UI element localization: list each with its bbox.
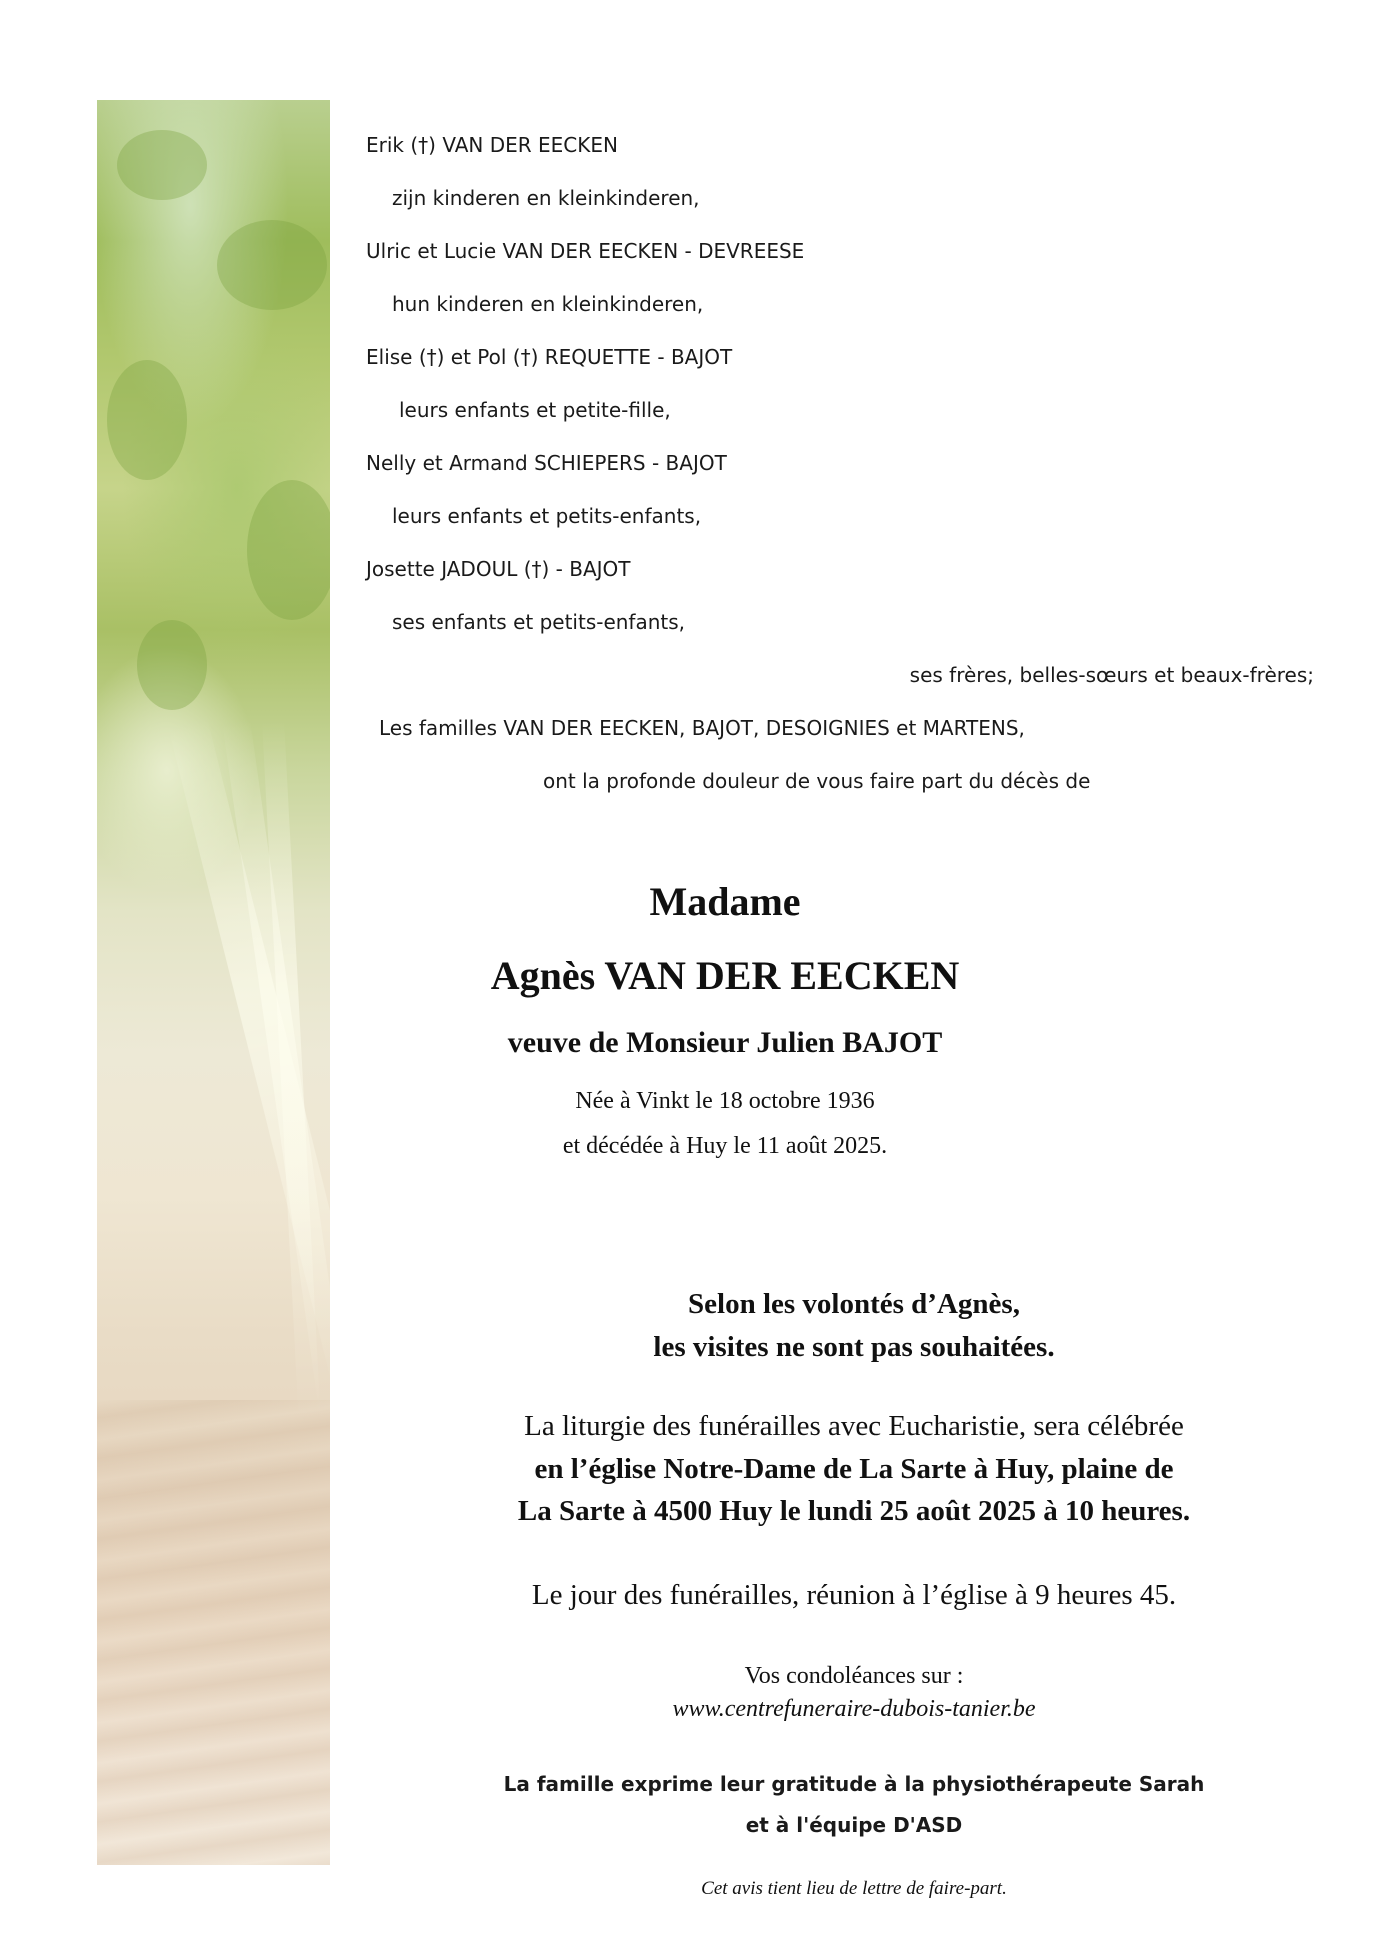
wishes-line-1: Selon les volontés d’Agnès, <box>688 1288 1020 1320</box>
family-siblings: ses frères, belles-sœurs et beaux-frères; <box>909 663 1314 687</box>
family-line-josette-children: ses enfants et petits-enfants, <box>392 610 686 634</box>
forest-path-image <box>97 100 330 1865</box>
family-line-nelly-children: leurs enfants et petits-enfants, <box>392 504 702 528</box>
gratitude-line-1: La famille exprime leur gratitude à la physiothérapeute Sarah <box>503 1772 1205 1796</box>
footer-note: Cet avis tient lieu de lettre de faire-part. <box>701 1878 1007 1899</box>
family-line-elise-children: leurs enfants et petite-fille, <box>399 398 671 422</box>
condolences-url[interactable]: www.centrefuneraire-dubois-tanier.be <box>672 1696 1036 1722</box>
family-line-erik: Erik (†) VAN DER EECKEN <box>366 133 618 157</box>
family-line-ulric-children: hun kinderen en kleinkinderen, <box>392 292 704 316</box>
deceased-widow: veuve de Monsieur Julien BAJOT <box>507 1026 943 1059</box>
funeral-meeting: Le jour des funérailles, réunion à l’église à 9 heures 45. <box>531 1579 1177 1611</box>
announcement: ont la profonde douleur de vous faire part du décès de <box>543 769 1091 793</box>
family-line-elise: Elise (†) et Pol (†) REQUETTE - BAJOT <box>366 345 733 369</box>
deceased-died: et décédée à Huy le 11 août 2025. <box>562 1133 888 1159</box>
funeral-line-2: en l’église Notre-Dame de La Sarte à Huy, plaine de <box>534 1453 1174 1485</box>
wishes-line-2: les visites ne sont pas souhaitées. <box>653 1331 1055 1363</box>
deceased-title: Madame <box>649 879 801 924</box>
family-line-erik-children: zijn kinderen en kleinkinderen, <box>392 186 700 210</box>
family-line-ulric: Ulric et Lucie VAN DER EECKEN - DEVREESE <box>366 239 805 263</box>
deceased-name: Agnès VAN DER EECKEN <box>490 953 960 998</box>
funeral-line-3: La Sarte à 4500 Huy le lundi 25 août 2025 à 10 heures. <box>517 1495 1191 1527</box>
family-line-nelly: Nelly et Armand SCHIEPERS - BAJOT <box>366 451 727 475</box>
deceased-born: Née à Vinkt le 18 octobre 1936 <box>575 1088 875 1114</box>
funeral-line-1: La liturgie des funérailles avec Eucharistie, sera célébrée <box>524 1410 1184 1442</box>
gratitude-line-2: et à l'équipe D'ASD <box>745 1813 963 1837</box>
family-line-josette: Josette JADOUL (†) - BAJOT <box>366 557 631 581</box>
condolences-label: Vos condoléances sur : <box>744 1663 964 1689</box>
family-extended: Les familles VAN DER EECKEN, BAJOT, DESOIGNIES et MARTENS, <box>379 716 1025 740</box>
